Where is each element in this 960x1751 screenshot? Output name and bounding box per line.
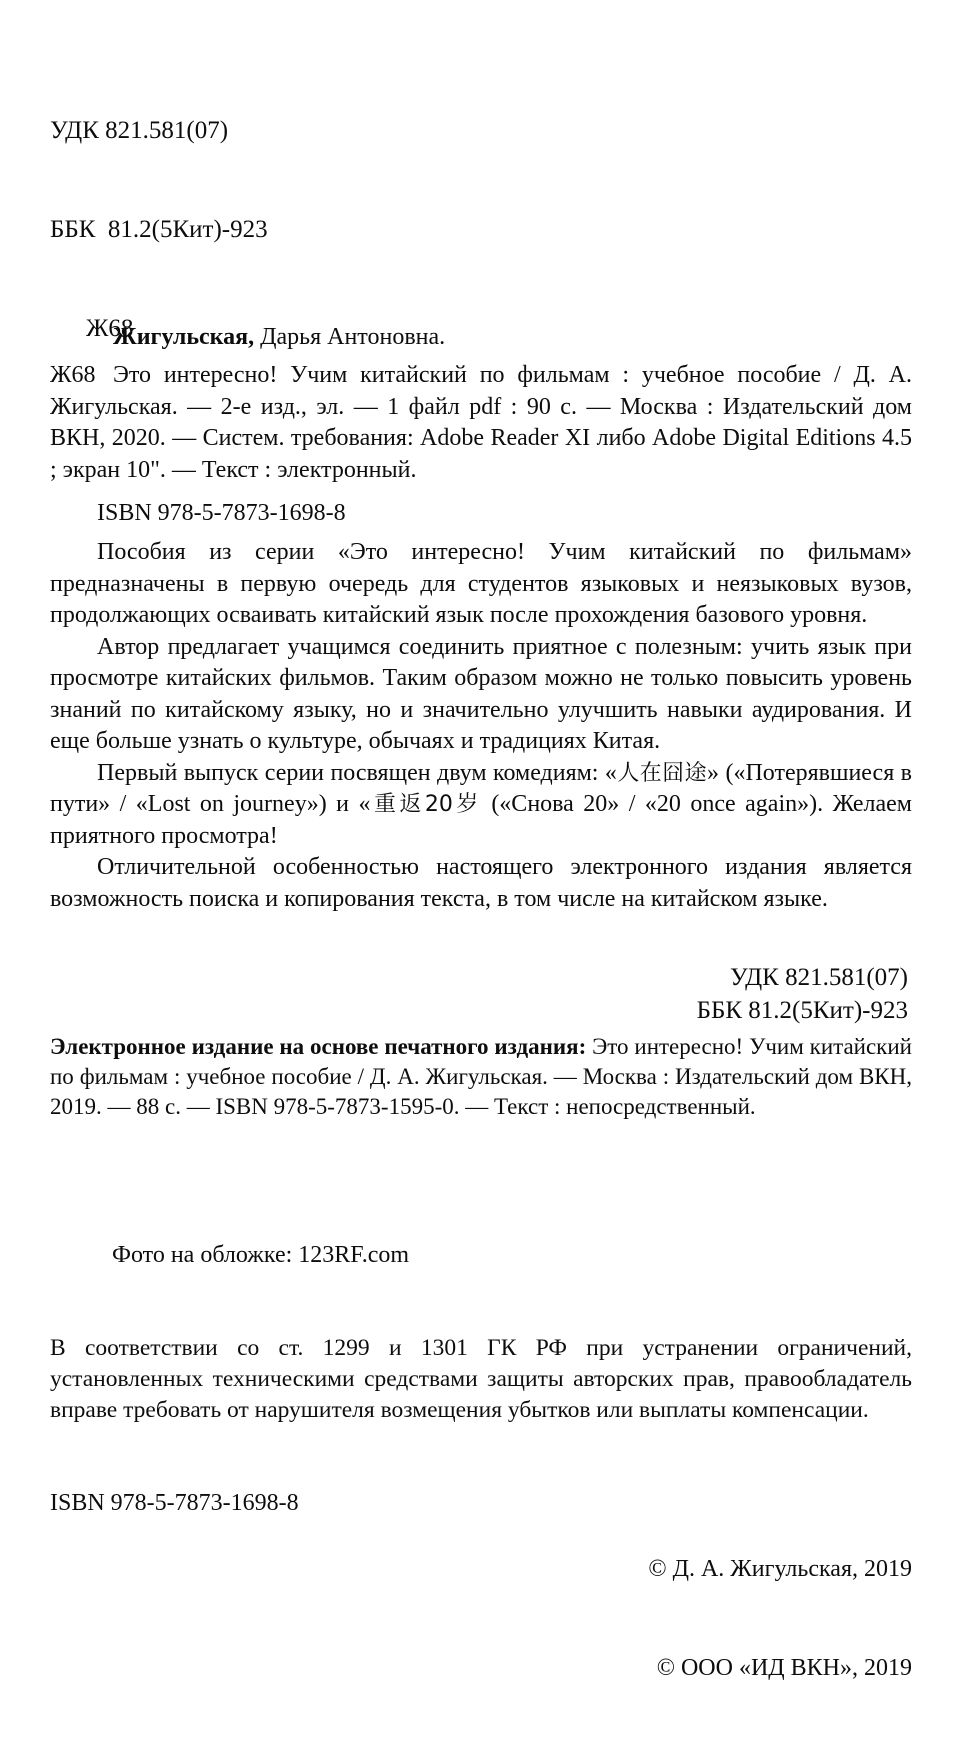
legal-notice: В соответствии со ст. 1299 и 1301 ГК РФ при устранении ограничений, установленных техническими средствами защиты авторских прав, правообладатель вправе требовать от нарушителя возмещения убытков или выплаты компенсации.: [50, 1335, 912, 1423]
copyright-block: [648, 1487, 912, 1751]
annotation-paragraph-films: [50, 758, 912, 853]
film-title-cjk-two: 重返20岁: [370, 792, 482, 817]
film-title-cjk-one: 人在囧途: [616, 760, 708, 786]
annotation-paragraph-3: Отличительной особенностью настоящего электронного издания является возможность поиска и копирования текста, в том числе на китайском языке.: [50, 854, 912, 912]
print-edition-text: Это интересно! Учим китайский по фильмам : учебное пособие / Д. А. Жигульская. — Москва : Издательский дом ВКН, 2019. — 88 с. — ISBN 978-5-7873-1595-0. — Текст : непосредственный.: [50, 1034, 912, 1119]
annotation-paragraph-1: Пособия из серии «Это интересно! Учим китайский по фильмам» предназначены в первую очередь для студентов языковых и неязыковых вузов, продолжающих осваивать китайский язык после прохождения базового уровня.: [50, 539, 912, 628]
films-middle-text: » («Потерявшиеся в пути» / «Lost on journey») и «: [50, 759, 912, 817]
print-edition-statement: [50, 1032, 912, 1122]
page-footer: [50, 1487, 912, 1751]
bbk-code-top: ББК 81.2(5Кит)-923: [50, 216, 268, 243]
record-description-block: [50, 360, 912, 486]
films-tail-text: («Снова 20» / «20 once again»). Желаем приятного просмотра!: [50, 791, 912, 849]
udk-code-top: УДК 821.581(07): [50, 117, 229, 144]
bibliographic-record: [50, 322, 912, 915]
author-sign-top: Ж68: [86, 315, 134, 342]
record-description: Это интересно! Учим китайский по фильмам : учебное пособие / Д. А. Жигульская. — 2-е изд., эл. — 1 файл pdf : 90 с. — Москва : Издательский дом ВКН, 2020. — Систем. требования: Adobe Reader XI либо Adobe Digital Editions 4.5 ; экран 10". — Текст : электронный.: [50, 362, 912, 483]
cover-photo-credit: Фото на обложке: 123RF.com: [112, 1242, 410, 1268]
author-given-name: Дарья Антоновна.: [254, 324, 446, 350]
print-edition-label: Электронное издание на основе печатного издания:: [50, 1034, 587, 1059]
bbk-code-bottom: ББК 81.2(5Кит)-923: [696, 997, 908, 1024]
annotation-paragraph-2: Автор предлагает учащимся соединить приятное с полезным: учить язык при просмотре китайских фильмов. Таким образом можно не только повысить уровень знаний по китайскому языку, но и значительно улучшить навыки аудирования. И еще больше узнать о культуре, обычаях и традициях Китая.: [50, 633, 912, 754]
copyright-author: © Д. А. Жигульская, 2019: [648, 1556, 912, 1582]
udk-code-bottom: УДК 821.581(07): [729, 964, 908, 991]
footer-isbn: ISBN 978-5-7873-1698-8: [50, 1490, 299, 1516]
films-lead-text: Первый выпуск серии посвящен двум комедиям: «: [97, 759, 617, 786]
copyright-publisher: © ООО «ИД ВКН», 2019: [656, 1655, 912, 1681]
record-sigil: Ж68: [50, 362, 96, 388]
record-author-line: [50, 322, 912, 353]
author-surname: Жигульская,: [113, 324, 255, 350]
record-isbn: ISBN 978-5-7873-1698-8: [97, 500, 346, 526]
